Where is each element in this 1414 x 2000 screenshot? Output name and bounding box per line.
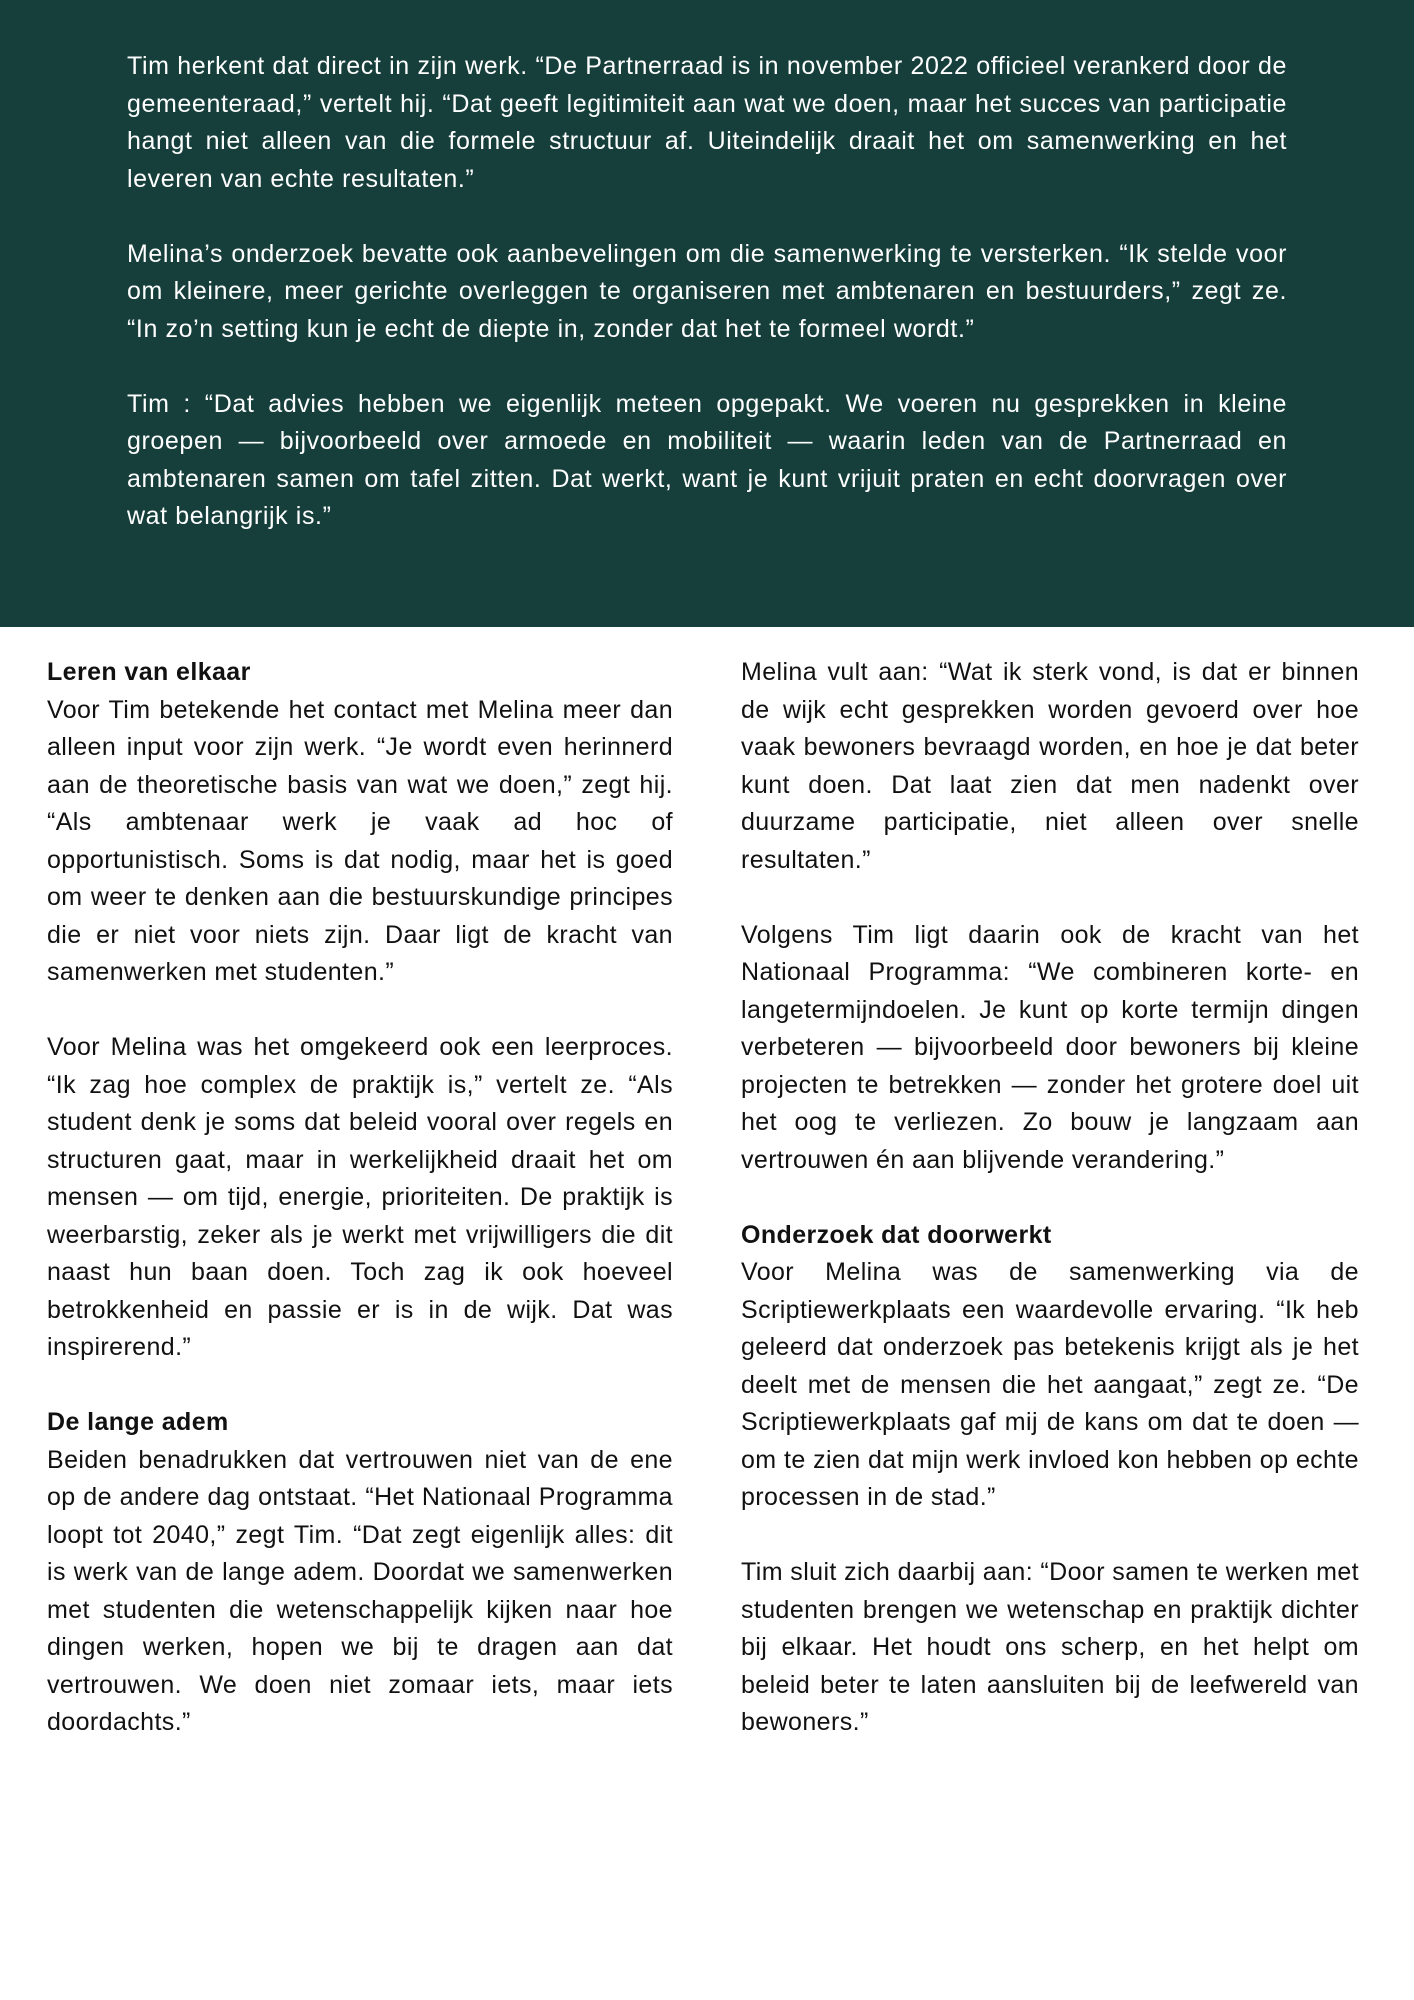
intro-paragraph: Melina’s onderzoek bevatte ook aanbevelingen om die samenwerking te versterken. “Ik stelde voor om kleinere, meer gerichte overleggen te organiseren met ambtenaren en bestuurders,” zegt ze. “In zo’n setting kun je echt de diepte in, zonder dat het te formeel wordt.” bbox=[127, 239, 1287, 343]
section-heading-de-lange-adem: De lange adem bbox=[47, 1408, 229, 1436]
body-paragraph: Voor Melina was het omgekeerd ook een leerproces. “Ik zag hoe complex de praktijk is,” vertelt ze. “Als student denk je soms dat beleid vooral over regels en structuren gaat, maar in werkelijkheid draait het om mensen — om tijd, energie, prioriteiten. De praktijk is weerbarstig, zeker als je werkt met vrijwilligers die dit naast hun baan doen. Toch zag ik ook hoeveel betrokkenheid en passie er is in de wijk. Dat was inspirerend.” bbox=[47, 1033, 673, 1361]
intro-paragraph: Tim : “Dat advies hebben we eigenlijk meteen opgepakt. We voeren nu gesprekken in kleine groepen — bijvoorbeeld over armoede en mobiliteit — waarin leden van de Partnerraad en ambtenaren samen om tafel zitten. Dat werkt, want je kunt vrijuit praten en echt doorvragen over wat belangrijk is.” bbox=[127, 389, 1287, 530]
left-column bbox=[47, 654, 673, 1779]
section-heading-leren-van-elkaar: Leren van elkaar bbox=[47, 658, 251, 686]
body-paragraph: Voor Tim betekende het contact met Melina meer dan alleen input voor zijn werk. “Je wordt even herinnerd aan de theoretische basis van wat we doen,” zegt hij. “Als ambtenaar werk je vaak ad hoc of opportunistisch. Soms is dat nodig, maar het is goed om weer te denken aan die bestuurskundige principes die er niet voor niets zijn. Daar ligt de kracht van samenwerken met studenten.” bbox=[47, 695, 673, 986]
body-paragraph: Voor Melina was de samenwerking via de Scriptiewerkplaats een waardevolle ervaring. “Ik heb geleerd dat onderzoek pas betekenis krijgt als je het deelt met de mensen die het aangaat,” zegt ze. “De Scriptiewerkplaats gaf mij de kans om dat te doen — om te zien dat mijn werk invloed kon hebben op echte processen in de stad.” bbox=[741, 1258, 1359, 1511]
section-heading-onderzoek-dat-doorwerkt: Onderzoek dat doorwerkt bbox=[741, 1220, 1052, 1249]
body-paragraph: Beiden benadrukken dat vertrouwen niet van de ene op de andere dag ontstaat. “Het Nationaal Programma loopt tot 2040,” zegt Tim. “Dat zegt eigenlijk alles: dit is werk van de lange adem. Doordat we samenwerken met studenten die wetenschappelijk kijken naar hoe dingen werken, hopen we bij te dragen aan dat vertrouwen. We doen niet zomaar iets, maar iets doordachts.” bbox=[47, 1445, 673, 1736]
intro-paragraph: Tim herkent dat direct in zijn werk. “De Partnerraad is in november 2022 officieel verankerd door de gemeenteraad,” vertelt hij. “Dat geeft legitimiteit aan wat we doen, maar het succes van participatie hangt niet alleen van die formele structuur af. Uiteindelijk draait het om samenwerking en het leveren van echte resultaten.” bbox=[127, 52, 1287, 193]
intro-quote-text bbox=[127, 48, 1287, 573]
body-paragraph: Melina vult aan: “Wat ik sterk vond, is dat er binnen de wijk echt gesprekken worden gevoerd over hoe vaak bewoners bevraagd worden, en hoe je dat beter kunt doen. Dat laat zien dat men nadenkt over duurzame participatie, niet alleen over snelle resultaten.” bbox=[741, 658, 1359, 874]
body-paragraph: Tim sluit zich daarbij aan: “Door samen te werken met studenten brengen we wetenschap en praktijk dichter bij elkaar. Het houdt ons scherp, en het helpt om beleid beter te laten aansluiten bij de leefwereld van bewoners.” bbox=[741, 1558, 1359, 1736]
body-paragraph: Volgens Tim ligt daarin ook de kracht van het Nationaal Programma: “We combineren korte- en langetermijndoelen. Je kunt op korte termijn dingen verbeteren — bijvoorbeeld door bewoners bij kleine projecten te betrekken — zonder het grotere doel uit het oog te verliezen. Zo bouw je langzaam aan vertrouwen én aan blijvende verandering.” bbox=[741, 920, 1359, 1174]
right-column bbox=[741, 654, 1359, 1779]
intro-quote-band bbox=[0, 0, 1414, 627]
